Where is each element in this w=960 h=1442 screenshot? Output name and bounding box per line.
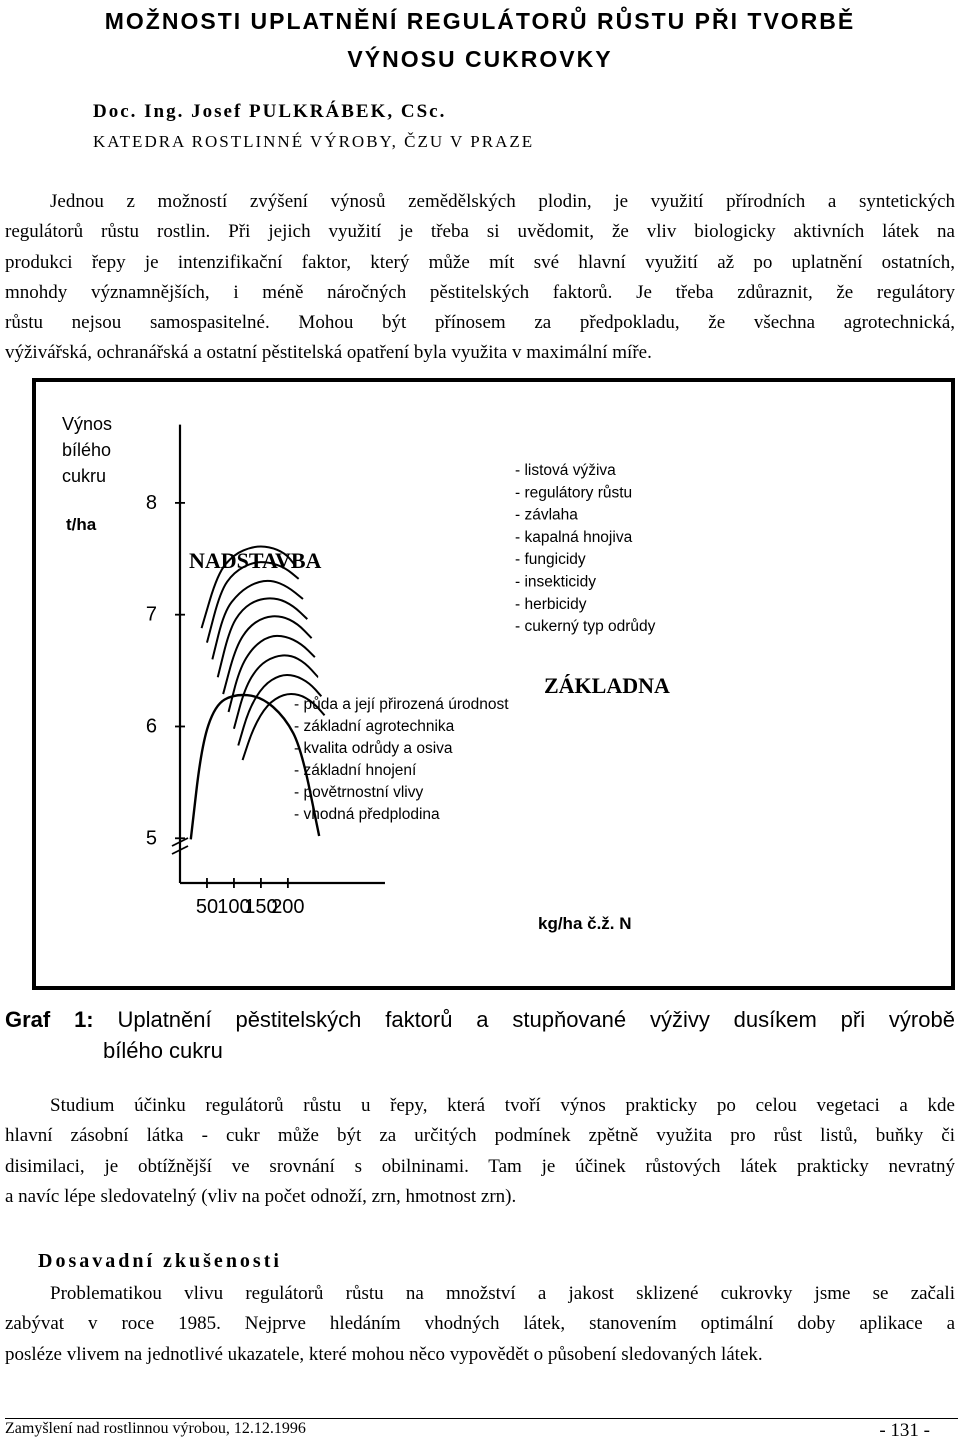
x-tick-label: 150 <box>244 896 278 918</box>
y-tick-label: 5 <box>145 827 157 850</box>
upper-factor-item: - cukerný typ odrůdy <box>515 618 656 636</box>
section-line: posléze vlivem na jednotlivé ukazatele, které mohou něco vypovědět o působení sledovaných látek. <box>5 1343 763 1365</box>
footer-rule <box>5 1418 958 1419</box>
section-line: zabývat v roce 1985. Nejprve hledáním vhodných látek, stanovením optimální doby aplikace a <box>5 1313 955 1335</box>
yield-chart <box>32 378 955 990</box>
intro-line: produkci řepy je intenzifikační faktor, který může mít své hlavní využití až po uplatnění ostatních, <box>5 251 955 273</box>
footer-source: Zamyšlení nad rostlinnou výrobou, 12.12.1996 <box>5 1420 306 1437</box>
figure-caption <box>5 1004 955 1066</box>
intro-line: Jednou z možností zvýšení výnosů zemědělských plodin, je využití přírodních a syntetických <box>50 191 955 212</box>
caption-label: Graf 1: <box>5 1007 94 1032</box>
chart-labels <box>62 414 670 933</box>
body-line: disimilaci, je obtížnější ve srovnání s obilninami. Tam je účinek růstových látek prakticky nevratný <box>5 1155 955 1177</box>
lower-factor-item: - povětrnostní vlivy <box>294 784 424 801</box>
author: Doc. Ing. Josef PULKRÁBEK, CSc. <box>93 101 447 122</box>
x-axis-label: kg/ha č.ž. N <box>538 914 632 933</box>
title-line-1: MOŽNOSTI UPLATNĚNÍ REGULÁTORŮ RŮSTU PŘI TVORBĚ <box>104 8 856 34</box>
intro-line: regulátorů růstu rostlin. Při jejich využití je třeba si uvědomit, že vliv biologicky aktivních látek na <box>5 221 955 243</box>
section-paragraph <box>5 1279 955 1370</box>
upper-factor-item: - insekticidy <box>515 573 596 591</box>
y-axis-unit: t/ha <box>66 515 97 534</box>
section-heading: Dosavadní zkušenosti <box>38 1250 282 1272</box>
upper-group-label: NADSTAVBA <box>189 548 322 573</box>
body-paragraph <box>5 1091 955 1212</box>
page-number: - 131 - <box>879 1420 930 1441</box>
intro-line: růstu nejsou samospasitelné. Mohou být přínosem za předpokladu, že všechna agrotechnická, <box>5 312 955 334</box>
y-axis-label-line: bílého <box>62 440 112 460</box>
department: KATEDRA ROSTLINNÉ VÝROBY, ČZU V PRAZE <box>93 132 535 151</box>
upper-factor-item: - listová výživa <box>515 462 616 479</box>
section-line: Problematikou vlivu regulátorů růstu na množství a jakost sklizené cukrovky jsme se začali <box>50 1283 955 1304</box>
upper-factor-item: - závlaha <box>515 506 578 524</box>
intro-paragraph <box>5 187 955 369</box>
caption-text-1: Uplatnění pěstitelských faktorů a stupňované výživy dusíkem při výrobě <box>117 1007 955 1032</box>
body-line: hlavní zásobní látka - cukr může být za určitých podmínek zpětně využita pro růst listů, buňky či <box>5 1125 955 1147</box>
x-tick-label: 100 <box>217 896 251 918</box>
y-axis-label-line: Výnos <box>62 414 113 434</box>
lower-factor-item: - základní hnojení <box>294 762 417 779</box>
upper-factor-item: - herbicidy <box>515 595 587 613</box>
lower-factor-item: - vhodná předplodina <box>294 806 440 823</box>
upper-factor-item: - regulátory růstu <box>515 484 633 502</box>
lower-factor-item: - kvalita odrůdy a osiva <box>294 740 453 757</box>
lower-factor-item: - půda a její přirozená úrodnost <box>294 696 509 713</box>
intro-line: výživářská, ochranářská a ostatní pěstitelská opatření byla využita v maximální míře. <box>5 342 652 364</box>
body-line: Studium účinku regulátorů růstu u řepy, která tvoří výnos prakticky po celou vegetaci a kde <box>50 1095 955 1116</box>
lower-group-label: ZÁKLADNA <box>544 673 670 698</box>
y-tick-label: 8 <box>145 491 157 514</box>
body-line: a navíc lépe sledovatelný (vliv na počet odnoží, zrn, hmotnost zrn). <box>5 1185 517 1207</box>
upper-factor-item: - fungicidy <box>515 551 586 569</box>
caption-text-2: bílého cukru <box>103 1038 223 1063</box>
title-line-2: VÝNOSU CUKROVKY <box>347 46 613 72</box>
lower-factor-item: - základní agrotechnika <box>294 718 455 735</box>
y-axis-label-line: cukru <box>62 466 107 486</box>
x-tick-label: 50 <box>195 896 219 918</box>
x-tick-label: 200 <box>271 896 305 918</box>
y-tick-label: 6 <box>145 715 157 738</box>
upper-factor-item: - kapalná hnojiva <box>515 528 633 546</box>
chart-frame <box>34 380 953 988</box>
page-title <box>0 2 960 78</box>
intro-line: mnohdy významnějších, i méně náročných pěstitelských faktorů. Je třeba zdůraznit, že regulátory <box>5 281 955 303</box>
y-tick-label: 7 <box>145 603 157 626</box>
